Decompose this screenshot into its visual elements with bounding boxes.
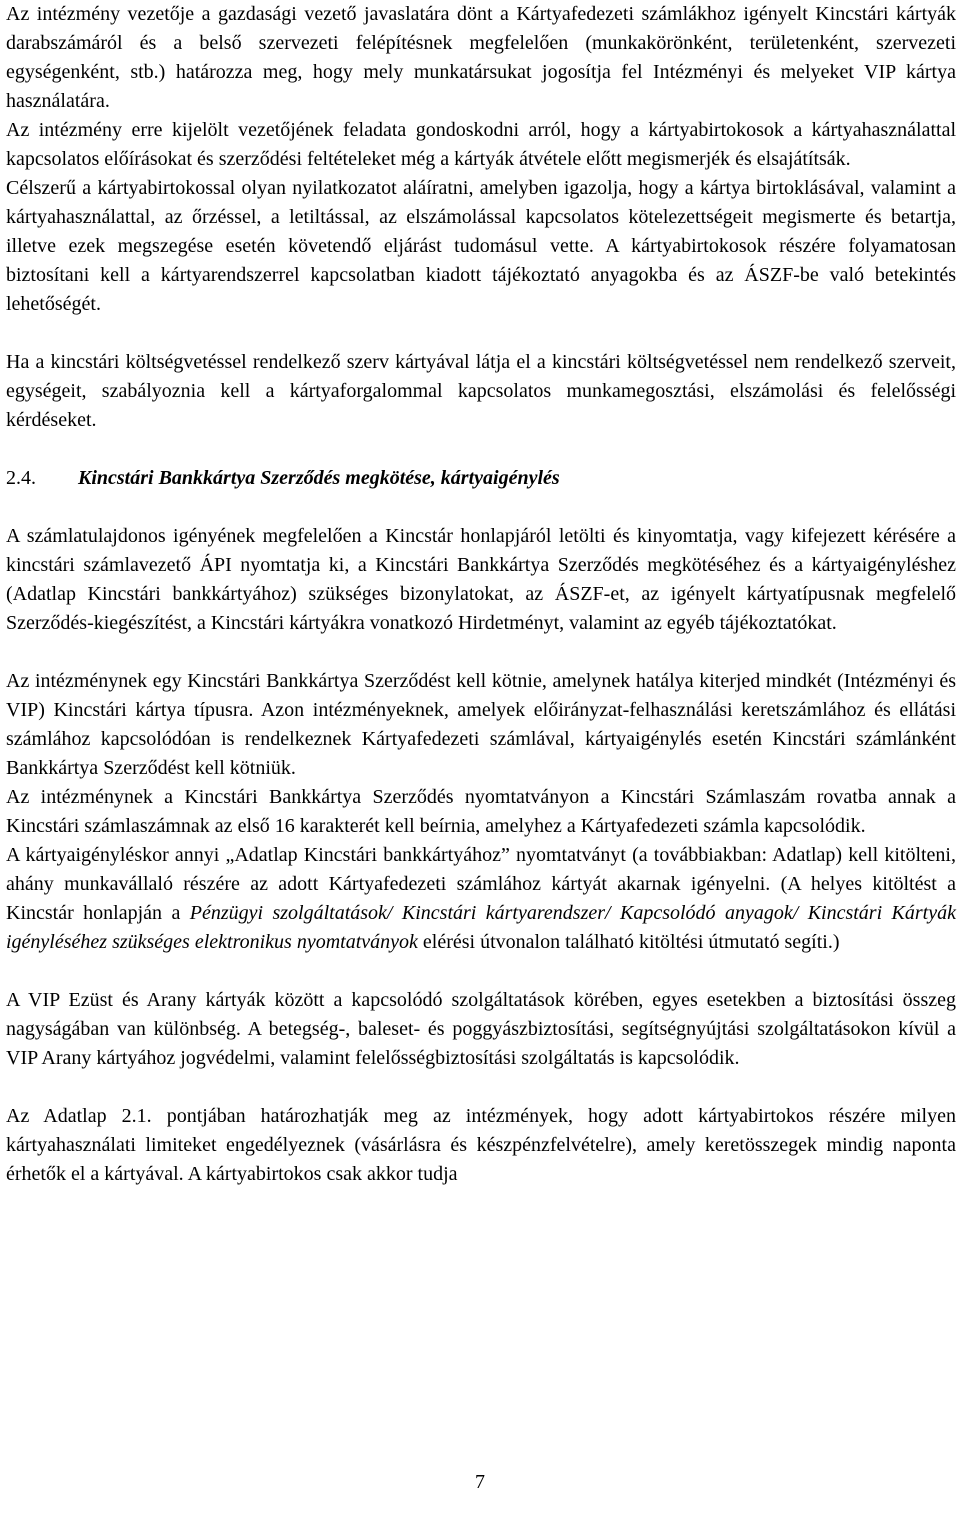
section-title: Kincstári Bankkártya Szerződés megkötése, kártyaigénylés: [78, 467, 560, 489]
paragraph-document-download: A számlatulajdonos igényének megfelelően a Kincstár honlapjáról letölti és kinyomtatja, vagy kifejezett kérésére a kincstári számlavezető ÁPI nyomtatja ki, a Kincstári Bankkártya Szerződés megkötéséhez és a kártyaigényléshez (Adatlap Kincstári bankkártyához) szükséges bizonylatokat, az ÁSZF-et, az igényelt kártyatípusnak megfelelő Szerződés-kiegészítést, a Kincstári kártyákra vonatkozó Hirdetményt, valamint az egyéb tájékoztatókat.: [6, 525, 956, 634]
paragraph-datasheet: [6, 841, 956, 957]
datasheet-text-start: A kártyaigényléskor annyi „Adatlap Kincstári bankkártyához” nyomtatványt (a továbbiakban: Adatlap) kell kitölteni, ahány munkavállaló részére az adott Kártyafedezeti számlához kártyát akarnak igényelni. (A helyes kitöltést a Kincstár honlapján a: [6, 844, 956, 924]
datasheet-text-end: elérési útvonalon található kitöltési útmutató segíti.): [417, 931, 840, 953]
paragraph-vip-cards: A VIP Ezüst és Arany kártyák között a kapcsolódó szolgáltatások körében, egyes esetekben a biztosítási összeg nagyságában van különbség. A betegség-, baleset- és poggyászbiztosítási, segítségnyújtási szolgáltatásokon kívül a VIP Arany kártyához jogvédelmi, valamint felelősségbiztosítási szolgáltatás is kapcsolódik.: [6, 989, 956, 1069]
paragraph-card-allocation: Az intézmény vezetője a gazdasági vezető javaslatára dönt a Kártyafedezeti számlákhoz igényelt Kincstári kártyák darabszámáról és a belső szervezeti felépítésnek megfelelően (munkakörönként, területenként, szervezeti egységenként, stb.) határozza meg, hogy mely munkatársukat jogosítja fel Intézményi és melyeket VIP kártya használatára.: [6, 3, 956, 112]
paragraph-manager-duties: Az intézmény erre kijelölt vezetőjének feladata gondoskodni arról, hogy a kártyabirtokosok a kártyahasználattal kapcsolatos előírásokat és szerződési feltételeket még a kártyák átvétele előtt megismerjék és elsajátítsák.: [6, 119, 956, 170]
paragraph-contract-scope: Az intézménynek egy Kincstári Bankkártya Szerződést kell kötnie, amelynek hatálya kiterjed mindkét (Intézményi és VIP) Kincstári kártya típusra. Azon intézményeknek, amelyek előirányzat-felhasználási keretszámlához és ellátási számlához kapcsolódóan is rendelkeznek Kártyafedezeti számlával, kártyaigénylés esetén Kincstári számlánként Bankkártya Szerződést kell kötniük.: [6, 670, 956, 779]
datasheet-path: Pénzügyi szolgáltatások/ Kincstári kártyarendszer/ Kapcsolódó anyagok/ Kincstári Kártyák igényléséhez szükséges elektronikus nyomtatványok: [6, 902, 956, 953]
document-page: [6, 0, 956, 1189]
paragraph-cardholder-declaration: Célszerű a kártyabirtokossal olyan nyilatkozatot aláíratni, amelyben igazolja, hogy a kártya birtoklásával, valamint a kártyahasználattal, az őrzéssel, a letiltással, az elszámolással kapcsolatos kötelezettségeit megismerte és betartja, illetve ezek megszegése esetén követendő eljárást tudomásul vette. A kártyabirtokosok részére folyamatosan biztosítani kell a kártyarendszerrel kapcsolatban kiadott tájékoztató anyagokba és az ÁSZF-be való betekintés lehetőségét.: [6, 177, 956, 315]
page-number: 7: [475, 1471, 485, 1493]
section-heading: [6, 464, 956, 493]
paragraph-limits: Az Adatlap 2.1. pontjában határozhatják meg az intézmények, hogy adott kártyabirtokos részére milyen kártyahasználati limiteket engedélyeznek (vásárlásra és készpénzfelvételre), amely keretösszegek mindig naponta érhetők el a kártyával. A kártyabirtokos csak akkor tudja: [6, 1105, 956, 1185]
paragraph-account-number: Az intézménynek a Kincstári Bankkártya Szerződés nyomtatványon a Kincstári Számlaszám rovatba annak a Kincstári számlaszámnak az első 16 karakterét kell beírnia, amelyhez a Kártyafedezeti számla kapcsolódik.: [6, 786, 956, 837]
section-number: 2.4.: [6, 467, 36, 489]
paragraph-budget-organization: Ha a kincstári költségvetéssel rendelkező szerv kártyával látja el a kincstári költségvetéssel nem rendelkező szerveit, egységeit, szabályoznia kell a kártyaforgalommal kapcsolatos munkamegosztási, elszámolási és felelősségi kérdéseket.: [6, 351, 956, 431]
